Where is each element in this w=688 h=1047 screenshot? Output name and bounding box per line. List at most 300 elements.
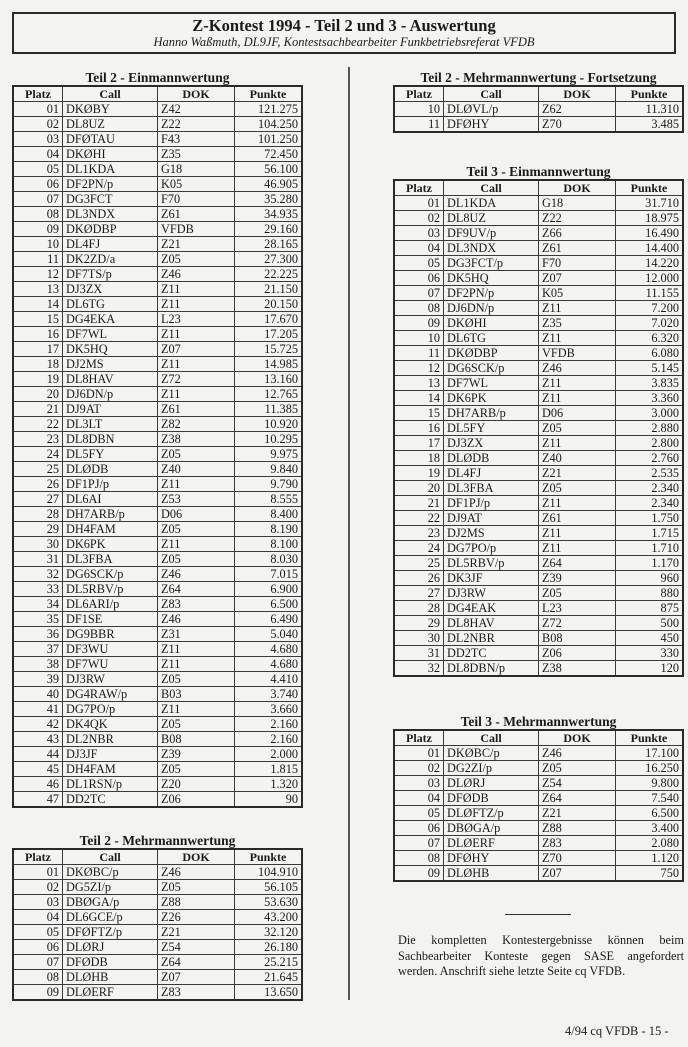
table-row (394, 806, 683, 821)
platz-cell: 20 (394, 481, 444, 496)
dok-cell: Z05 (158, 762, 235, 777)
platz-cell: 45 (13, 762, 63, 777)
dok-cell: Z11 (158, 477, 235, 492)
punkte-cell: 29.160 (235, 222, 303, 237)
call-cell: DF7WU (63, 657, 158, 672)
table-row (394, 836, 683, 851)
call-cell: DFØTAU (63, 132, 158, 147)
dok-cell: Z54 (158, 940, 235, 955)
col-dok-header: DOK (539, 180, 616, 196)
table-row (13, 910, 302, 925)
table-row (13, 672, 302, 687)
teil2-einmann-title: Teil 2 - Einmannwertung (85, 70, 230, 85)
platz-cell: 19 (394, 466, 444, 481)
page-subtitle: Hanno Waßmuth, DL9JF, Kontestsachbearbeiter Funkbetriebsreferat VFDB (153, 35, 535, 49)
punkte-cell: 18.975 (616, 211, 684, 226)
table-row (13, 222, 302, 237)
table-row (13, 880, 302, 895)
platz-cell: 05 (394, 256, 444, 271)
table-row (394, 331, 683, 346)
platz-cell: 25 (13, 462, 63, 477)
table-row (13, 177, 302, 192)
call-cell: DG2ZI/p (444, 761, 539, 776)
call-cell: DL3FBA (444, 481, 539, 496)
punkte-cell: 8.555 (235, 492, 303, 507)
table-row (13, 717, 302, 732)
punkte-cell: 104.250 (235, 117, 303, 132)
table-row (394, 571, 683, 586)
dok-cell: Z22 (539, 211, 616, 226)
call-cell: DLØHB (63, 970, 158, 985)
call-cell: DF9UV/p (444, 226, 539, 241)
punkte-cell: 43.200 (235, 910, 303, 925)
dok-cell: Z70 (539, 851, 616, 866)
platz-cell: 01 (394, 746, 444, 761)
call-cell: DLØDB (444, 451, 539, 466)
call-cell: DD2TC (444, 646, 539, 661)
platz-cell: 26 (13, 477, 63, 492)
dok-cell: Z46 (158, 567, 235, 582)
table-row (13, 732, 302, 747)
dok-cell: Z66 (539, 226, 616, 241)
dok-cell: B08 (539, 631, 616, 646)
table-row (13, 895, 302, 910)
platz-cell: 15 (394, 406, 444, 421)
teil3-mehrmann-table (393, 729, 684, 882)
call-cell: DG4EAK (444, 601, 539, 616)
call-cell: DH7ARB/p (63, 507, 158, 522)
call-cell: DH7ARB/p (444, 406, 539, 421)
platz-cell: 29 (13, 522, 63, 537)
call-cell: DJ3ZX (63, 282, 158, 297)
platz-cell: 01 (394, 196, 444, 211)
header-row (13, 849, 302, 865)
punkte-cell: 9.790 (235, 477, 303, 492)
call-cell: DF1PJ/p (444, 496, 539, 511)
call-cell: DD2TC (63, 792, 158, 808)
dok-cell: Z05 (539, 761, 616, 776)
teil2-einmann-table (12, 85, 303, 808)
punkte-cell: 13.160 (235, 372, 303, 387)
call-cell: DKØHI (63, 147, 158, 162)
punkte-cell: 6.900 (235, 582, 303, 597)
platz-cell: 44 (13, 747, 63, 762)
punkte-cell: 960 (616, 571, 684, 586)
table-row (394, 436, 683, 451)
table-row (394, 496, 683, 511)
punkte-cell: 4.680 (235, 657, 303, 672)
call-cell: DF7WL (444, 376, 539, 391)
col-platz-header: Platz (394, 730, 444, 746)
dok-cell: Z21 (158, 925, 235, 940)
table-row (13, 747, 302, 762)
dok-cell: VFDB (158, 222, 235, 237)
punkte-cell: 101.250 (235, 132, 303, 147)
platz-cell: 12 (13, 267, 63, 282)
col-call-header: Call (63, 849, 158, 865)
punkte-cell: 46.905 (235, 177, 303, 192)
platz-cell: 14 (13, 297, 63, 312)
platz-cell: 02 (13, 880, 63, 895)
platz-cell: 39 (13, 672, 63, 687)
platz-cell: 06 (394, 271, 444, 286)
punkte-cell: 120 (616, 661, 684, 677)
table-row (394, 271, 683, 286)
punkte-cell: 26.180 (235, 940, 303, 955)
call-cell: DG4RAW/p (63, 687, 158, 702)
call-cell: DL8DBN/p (444, 661, 539, 677)
call-cell: DF2PN/p (444, 286, 539, 301)
dok-cell: Z72 (158, 372, 235, 387)
call-cell: DL1KDA (63, 162, 158, 177)
col-platz-header: Platz (394, 86, 444, 102)
platz-cell: 06 (394, 821, 444, 836)
teil3-mehrmann-title: Teil 3 - Mehrmannwertung (460, 714, 617, 729)
call-cell: DK5HQ (444, 271, 539, 286)
platz-cell: 07 (394, 836, 444, 851)
punkte-cell: 121.275 (235, 102, 303, 117)
punkte-cell: 5.040 (235, 627, 303, 642)
punkte-cell: 750 (616, 866, 684, 882)
punkte-cell: 104.910 (235, 865, 303, 880)
punkte-cell: 3.740 (235, 687, 303, 702)
dok-cell: Z11 (158, 657, 235, 672)
dok-cell: K05 (539, 286, 616, 301)
platz-cell: 46 (13, 777, 63, 792)
call-cell: DG6SCK/p (63, 567, 158, 582)
punkte-cell: 21.645 (235, 970, 303, 985)
platz-cell: 20 (13, 387, 63, 402)
platz-cell: 16 (13, 327, 63, 342)
call-cell: DL3NDX (444, 241, 539, 256)
call-cell: DKØDBP (63, 222, 158, 237)
punkte-cell: 7.540 (616, 791, 684, 806)
platz-cell: 11 (394, 117, 444, 133)
punkte-cell: 8.030 (235, 552, 303, 567)
table-row (394, 646, 683, 661)
platz-cell: 35 (13, 612, 63, 627)
punkte-cell: 25.215 (235, 955, 303, 970)
punkte-cell: 7.020 (616, 316, 684, 331)
platz-cell: 22 (13, 417, 63, 432)
dok-cell: Z07 (539, 271, 616, 286)
table-row (13, 612, 302, 627)
call-cell: DJ9AT (444, 511, 539, 526)
call-cell: DKØDBP (444, 346, 539, 361)
dok-cell: Z35 (158, 147, 235, 162)
punkte-cell: 330 (616, 646, 684, 661)
call-cell: DLØVL/p (444, 102, 539, 117)
punkte-cell: 21.150 (235, 282, 303, 297)
header-row (394, 180, 683, 196)
punkte-cell: 6.500 (235, 597, 303, 612)
dok-cell: Z11 (158, 387, 235, 402)
dok-cell: B03 (158, 687, 235, 702)
table-row (13, 865, 302, 880)
platz-cell: 13 (394, 376, 444, 391)
dok-cell: Z05 (158, 252, 235, 267)
platz-cell: 26 (394, 571, 444, 586)
col-platz-header: Platz (13, 86, 63, 102)
table-row (394, 511, 683, 526)
dok-cell: L23 (539, 601, 616, 616)
call-cell: DJ6DN/p (444, 301, 539, 316)
call-cell: DL5RBV/p (444, 556, 539, 571)
dok-cell: Z82 (158, 417, 235, 432)
call-cell: DJ9AT (63, 402, 158, 417)
table-row (13, 537, 302, 552)
dok-cell: Z22 (158, 117, 235, 132)
table-row (394, 556, 683, 571)
platz-cell: 32 (13, 567, 63, 582)
platz-cell: 10 (394, 102, 444, 117)
table-row (13, 777, 302, 792)
punkte-cell: 5.145 (616, 361, 684, 376)
call-cell: DK5HQ (63, 342, 158, 357)
punkte-cell: 3.835 (616, 376, 684, 391)
punkte-cell: 17.670 (235, 312, 303, 327)
dok-cell: Z11 (158, 537, 235, 552)
teil2-mehrmann-title: Teil 2 - Mehrmannwertung (79, 833, 236, 848)
dok-cell: Z46 (158, 612, 235, 627)
teil3-einmann-table (393, 179, 684, 677)
table-row (394, 451, 683, 466)
platz-cell: 01 (13, 102, 63, 117)
call-cell: DLØHB (444, 866, 539, 882)
punkte-cell: 1.815 (235, 762, 303, 777)
table-row (394, 526, 683, 541)
table-row (394, 301, 683, 316)
punkte-cell: 3.000 (616, 406, 684, 421)
dok-cell: Z35 (539, 316, 616, 331)
table-row (394, 481, 683, 496)
dok-cell: Z46 (158, 267, 235, 282)
dok-cell: Z05 (158, 880, 235, 895)
dok-cell: Z53 (158, 492, 235, 507)
table-row (394, 601, 683, 616)
dok-cell: Z83 (158, 597, 235, 612)
dok-cell: Z31 (158, 627, 235, 642)
punkte-cell: 2.160 (235, 732, 303, 747)
call-cell: DK6PK (63, 537, 158, 552)
punkte-cell: 11.385 (235, 402, 303, 417)
platz-cell: 24 (394, 541, 444, 556)
dok-cell: Z39 (539, 571, 616, 586)
call-cell: DL5RBV/p (63, 582, 158, 597)
dok-cell: Z11 (158, 282, 235, 297)
call-cell: DK3JF (444, 571, 539, 586)
table-row (13, 357, 302, 372)
platz-cell: 22 (394, 511, 444, 526)
call-cell: DK2ZD/a (63, 252, 158, 267)
platz-cell: 18 (394, 451, 444, 466)
dok-cell: Z11 (539, 391, 616, 406)
call-cell: DFØDB (444, 791, 539, 806)
platz-cell: 08 (394, 301, 444, 316)
table-row (13, 552, 302, 567)
dok-cell: Z11 (539, 526, 616, 541)
punkte-cell: 17.205 (235, 327, 303, 342)
table-row (394, 196, 683, 211)
col-platz-header: Platz (13, 849, 63, 865)
table-row (13, 940, 302, 955)
platz-cell: 04 (394, 241, 444, 256)
table-row (13, 462, 302, 477)
table-row (394, 256, 683, 271)
dok-cell: Z05 (158, 447, 235, 462)
dok-cell: Z64 (539, 791, 616, 806)
platz-cell: 42 (13, 717, 63, 732)
call-cell: DL8DBN (63, 432, 158, 447)
call-cell: DKØBC/p (63, 865, 158, 880)
table-row (13, 925, 302, 940)
call-cell: DH4FAM (63, 762, 158, 777)
dok-cell: Z39 (158, 747, 235, 762)
punkte-cell: 3.485 (616, 117, 684, 133)
platz-cell: 18 (13, 357, 63, 372)
punkte-cell: 3.360 (616, 391, 684, 406)
dok-cell: F70 (158, 192, 235, 207)
table-row (13, 267, 302, 282)
dok-cell: Z46 (539, 746, 616, 761)
dok-cell: Z61 (158, 402, 235, 417)
platz-cell: 08 (394, 851, 444, 866)
punkte-cell: 6.490 (235, 612, 303, 627)
dok-cell: Z05 (158, 672, 235, 687)
call-cell: DL6TG (444, 331, 539, 346)
punkte-cell: 2.760 (616, 451, 684, 466)
call-cell: DL8UZ (444, 211, 539, 226)
punkte-cell: 31.710 (616, 196, 684, 211)
platz-cell: 10 (13, 237, 63, 252)
punkte-cell: 10.295 (235, 432, 303, 447)
table-row (13, 282, 302, 297)
punkte-cell: 9.840 (235, 462, 303, 477)
punkte-cell: 11.310 (616, 102, 684, 117)
table-row (394, 466, 683, 481)
table-row (394, 661, 683, 677)
dok-cell: Z40 (158, 462, 235, 477)
table-row (394, 102, 683, 117)
dok-cell: Z05 (539, 421, 616, 436)
table-row (394, 616, 683, 631)
punkte-cell: 32.120 (235, 925, 303, 940)
call-cell: DJ3JF (63, 747, 158, 762)
call-cell: DBØGA/p (444, 821, 539, 836)
table-row (13, 102, 302, 117)
table-row (13, 207, 302, 222)
table-row (13, 657, 302, 672)
table-row (394, 376, 683, 391)
call-cell: DL4FJ (63, 237, 158, 252)
punkte-cell: 2.535 (616, 466, 684, 481)
call-cell: DFØHY (444, 851, 539, 866)
punkte-cell: 1.715 (616, 526, 684, 541)
table-row (394, 316, 683, 331)
table-row (13, 762, 302, 777)
dok-cell: Z11 (539, 331, 616, 346)
dok-cell: Z11 (158, 702, 235, 717)
col-platz-header: Platz (394, 180, 444, 196)
dok-cell: Z11 (539, 376, 616, 391)
table-row (13, 955, 302, 970)
punkte-cell: 20.150 (235, 297, 303, 312)
dok-cell: Z26 (158, 910, 235, 925)
platz-cell: 38 (13, 657, 63, 672)
col-punkte-header: Punkte (616, 180, 684, 196)
platz-cell: 03 (13, 132, 63, 147)
punkte-cell: 4.410 (235, 672, 303, 687)
call-cell: DL1KDA (444, 196, 539, 211)
dok-cell: Z83 (539, 836, 616, 851)
punkte-cell: 22.225 (235, 267, 303, 282)
punkte-cell: 2.340 (616, 496, 684, 511)
platz-cell: 24 (13, 447, 63, 462)
table-row (394, 791, 683, 806)
platz-cell: 17 (13, 342, 63, 357)
punkte-cell: 35.280 (235, 192, 303, 207)
table-row (13, 477, 302, 492)
platz-cell: 03 (13, 895, 63, 910)
call-cell: DL4FJ (444, 466, 539, 481)
table-row (13, 492, 302, 507)
table-row (13, 985, 302, 1001)
dok-cell: Z07 (158, 342, 235, 357)
dok-cell: Z06 (539, 646, 616, 661)
dok-cell: Z05 (158, 522, 235, 537)
table-row (13, 627, 302, 642)
punkte-cell: 11.155 (616, 286, 684, 301)
call-cell: DL8HAV (63, 372, 158, 387)
table-row (394, 391, 683, 406)
dok-cell: Z88 (158, 895, 235, 910)
call-cell: DLØERF (63, 985, 158, 1001)
call-cell: DL2NBR (63, 732, 158, 747)
call-cell: DJ2MS (63, 357, 158, 372)
table-row (13, 192, 302, 207)
dok-cell: G18 (158, 162, 235, 177)
punkte-cell: 16.490 (616, 226, 684, 241)
dok-cell: Z21 (539, 806, 616, 821)
platz-cell: 27 (394, 586, 444, 601)
call-cell: DL5FY (444, 421, 539, 436)
call-cell: DG7PO/p (444, 541, 539, 556)
punkte-cell: 2.080 (616, 836, 684, 851)
punkte-cell: 8.190 (235, 522, 303, 537)
platz-cell: 37 (13, 642, 63, 657)
call-cell: DFØFTZ/p (63, 925, 158, 940)
table-row (13, 147, 302, 162)
table-row (13, 252, 302, 267)
platz-cell: 34 (13, 597, 63, 612)
platz-cell: 05 (13, 925, 63, 940)
platz-cell: 31 (394, 646, 444, 661)
call-cell: DF2PN/p (63, 177, 158, 192)
note-separator (505, 914, 571, 915)
platz-cell: 41 (13, 702, 63, 717)
punkte-cell: 72.450 (235, 147, 303, 162)
punkte-cell: 56.105 (235, 880, 303, 895)
table-row (394, 226, 683, 241)
punkte-cell: 8.400 (235, 507, 303, 522)
platz-cell: 11 (13, 252, 63, 267)
table-row (13, 327, 302, 342)
table-row (13, 117, 302, 132)
call-cell: DKØBC/p (444, 746, 539, 761)
dok-cell: Z54 (539, 776, 616, 791)
table-row (13, 417, 302, 432)
page-title: Z-Kontest 1994 - Teil 2 und 3 - Auswertung (192, 16, 496, 35)
